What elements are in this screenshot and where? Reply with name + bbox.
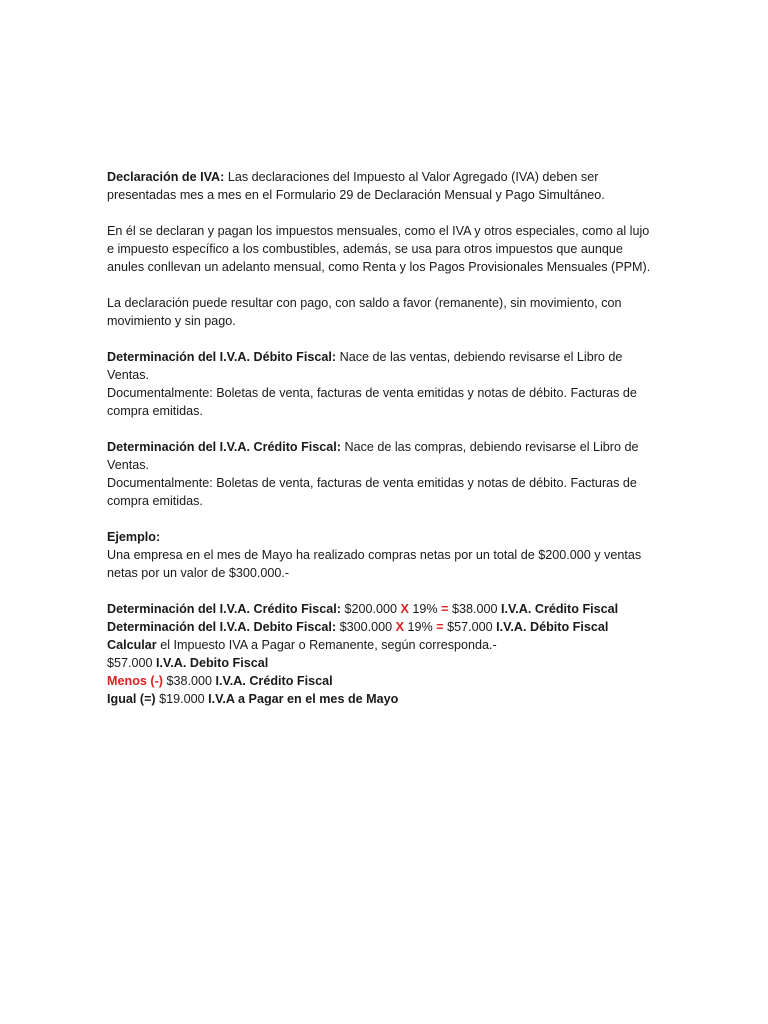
equals-sign: = xyxy=(441,602,449,616)
calc-credito-label: Determinación del I.V.A. Crédito Fiscal: xyxy=(107,602,341,616)
calc-debito-rate: 19% xyxy=(404,620,437,634)
credito-definition xyxy=(107,438,655,474)
calc-debito-amount: $300.000 xyxy=(336,620,396,634)
debito-documental: Documentalmente: Boletas de venta, facturas de venta emitidas y notas de débito. Facturas de compra emitidas. xyxy=(107,386,637,418)
calc-credito-rate: 19% xyxy=(408,602,442,616)
calc-debito-result-label: I.V.A. Débito Fiscal xyxy=(496,620,609,634)
calc-credito-result: $38.000 xyxy=(448,602,502,616)
minus-operator: Menos (-) xyxy=(107,674,163,688)
calc-credito-result-label: I.V.A. Crédito Fiscal xyxy=(501,602,619,616)
debito-label: Determinación del I.V.A. Débito Fiscal: xyxy=(107,350,337,364)
credito-label: Determinación del I.V.A. Crédito Fiscal: xyxy=(107,440,341,454)
intro-label: Declaración de IVA: xyxy=(107,170,225,184)
calc-debito-label: Determinación del I.V.A. Debito Fiscal: xyxy=(107,620,337,634)
calc-credito-line xyxy=(107,600,655,618)
example-heading xyxy=(107,528,655,546)
equals-operator: Igual (=) xyxy=(107,692,156,706)
document-body xyxy=(107,168,655,708)
intro-paragraph xyxy=(107,168,655,204)
example-label: Ejemplo: xyxy=(107,530,161,544)
multiply-sign: X xyxy=(395,620,405,634)
equals-sign: = xyxy=(436,620,444,634)
debito-total-amount: $57.000 xyxy=(107,656,157,670)
calc-instruction-label: Calcular xyxy=(107,638,157,652)
result-amount: $19.000 xyxy=(155,692,209,706)
intro-text: Las declaraciones del Impuesto al Valor Agregado (IVA) deben ser presentadas mes a mes en el Formulario 29 de Declaración Mensual y Pago Simultáneo. xyxy=(107,170,605,202)
calc-credito-amount: $200.000 xyxy=(340,602,401,616)
calc-debito-line xyxy=(107,618,655,636)
credito-documental: Documentalmente: Boletas de venta, facturas de venta emitidas y notas de débito. Facturas de compra emitidas. xyxy=(107,476,637,508)
calc-result-line xyxy=(107,690,655,708)
calc-minus-line xyxy=(107,672,655,690)
calc-debito-result: $57.000 xyxy=(443,620,497,634)
debito-total-label: I.V.A. Debito Fiscal xyxy=(156,656,269,670)
result-label: I.V.A a Pagar en el mes de Mayo xyxy=(208,692,399,706)
calc-instruction-line xyxy=(107,636,655,654)
credito-total-label: I.V.A. Crédito Fiscal xyxy=(215,674,333,688)
example-text: Una empresa en el mes de Mayo ha realizado compras netas por un total de $200.000 y ventas netas por un valor de $300.000.- xyxy=(107,548,642,580)
credito-text: Nace de las compras, debiendo revisarse el Libro de Ventas. xyxy=(107,440,639,472)
multiply-sign: X xyxy=(400,602,409,616)
calc-instruction-text: el Impuesto IVA a Pagar o Remanente, según corresponda.- xyxy=(156,638,497,652)
debito-text: Nace de las ventas, debiendo revisarse el Libro de Ventas. xyxy=(107,350,623,382)
calc-debito-total-line xyxy=(107,654,655,672)
taxes-paragraph: En él se declaran y pagan los impuestos mensuales, como el IVA y otros especiales, como al lujo e impuesto específico a los combustibles, además, se usa para otros impuestos que aunque anules conllevan un adelanto mensual, como Renta y los Pagos Provisionales Mensuales (PPM). xyxy=(107,224,651,274)
debito-definition xyxy=(107,348,655,384)
results-paragraph: La declaración puede resultar con pago, con saldo a favor (remanente), sin movimiento, con movimiento y sin pago. xyxy=(107,296,622,328)
credito-total-amount: $38.000 xyxy=(162,674,216,688)
